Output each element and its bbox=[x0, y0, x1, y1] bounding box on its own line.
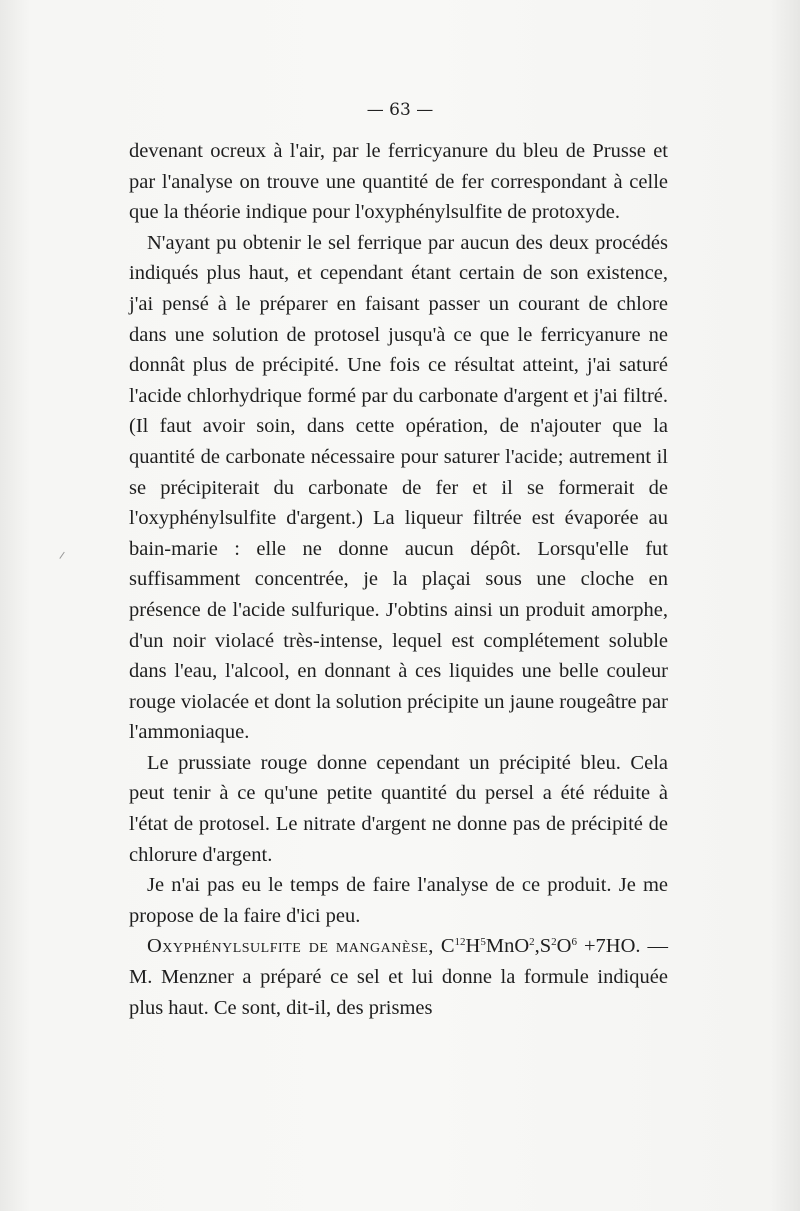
paragraph-2: N'ayant pu obtenir le sel ferrique par aucun des deux procédés indiqués plus haut, et cependant étant certain de son existence, j'ai pensé à le préparer en faisant passer un courant de chlore dans une solution de protosel jusqu'à ce que le ferricyanure ne donnât plus de précipité. Une fois ce résultat atteint, j'ai saturé l'acide chlorhydrique formé par du carbonate d'argent et j'ai filtré. (Il faut avoir soin, dans cette opération, de n'ajouter que la quantité de carbonate nécessaire pour saturer l'acide; autrement il se précipiterait du carbonate de fer et il se formerait de l'oxyphénylsulfite d'argent.) La liqueur filtrée est évaporée au bain-marie : elle ne donne aucun dépôt. Lorsqu'elle fut suffisamment concentrée, je la plaçai sous une cloche en présence de l'acide sulfurique. J'obtins ainsi un produit amorphe, d'un noir violacé très-intense, lequel est complétement soluble dans l'eau, l'alcool, en donnant à ces liquides une belle couleur rouge violacée et dont la solution précipite un jaune rougeâtre par l'ammoniaque. bbox=[129, 231, 668, 744]
paragraph-5 bbox=[129, 931, 668, 1023]
page-number: — 63 — bbox=[366, 100, 434, 120]
paragraph-4: Je n'ai pas eu le temps de faire l'analyse de ce produit. Je me propose de la faire d'ici peu. bbox=[129, 874, 668, 927]
formula-s-sub: 2 bbox=[551, 936, 557, 949]
margin-mark bbox=[59, 552, 69, 563]
formula-o-sub: 6 bbox=[571, 936, 577, 949]
section-heading: Oxyphénylsulfite de manganèse, bbox=[147, 935, 434, 958]
formula-c-sub: 12 bbox=[454, 936, 466, 949]
paragraph-1: devenant ocreux à l'air, par le ferricyanure du bleu de Prusse et par l'analyse on trouve une quantité de fer correspondant à celle que la théorie indique pour l'oxyphénylsulfite de protoxyde. bbox=[129, 140, 668, 224]
formula-h: H bbox=[465, 935, 481, 958]
paragraph-3: Le prussiate rouge donne cependant un précipité bleu. Cela peut tenir à ce qu'une petite quantité du persel a été réduite à l'état de protosel. Le nitrate d'argent ne donne pas de précipité de chlorure d'argent. bbox=[129, 751, 668, 866]
body-text bbox=[129, 136, 668, 1023]
formula-o: O bbox=[556, 935, 572, 958]
paragraph-5-rest: +7HO. — M. Menzner a préparé ce sel et lui donne la formule indiquée plus haut. Ce sont, dit-il, des prismes bbox=[129, 935, 668, 1019]
formula-c: C bbox=[433, 935, 455, 958]
formula-h-sub: 5 bbox=[480, 936, 486, 949]
formula-mno-sub: 2 bbox=[529, 936, 535, 949]
formula-s: ,S bbox=[534, 935, 552, 958]
formula-mno: MnO bbox=[485, 935, 530, 958]
